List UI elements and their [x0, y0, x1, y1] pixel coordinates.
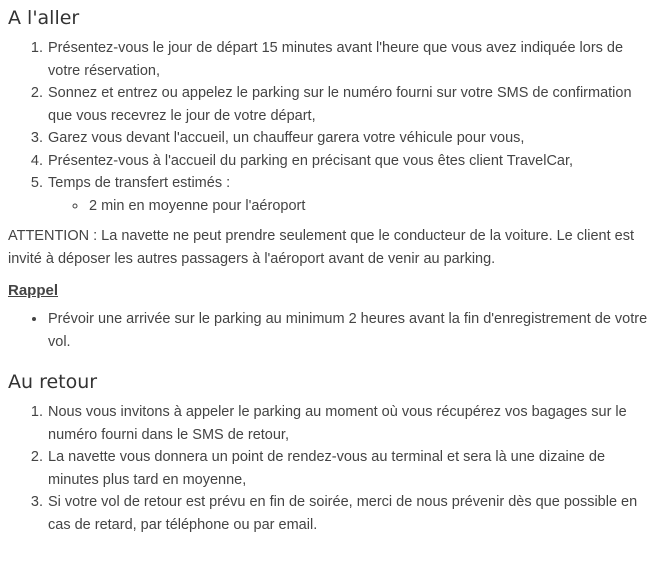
- aller-step: 1. Présentez-vous le jour de départ 15 minutes avant l'heure que vous avez indiquée lors de votre réservation,: [47, 37, 656, 82]
- page-content: [0, 5, 664, 536]
- attention-note: ATTENTION : La navette ne peut prendre seulement que le conducteur de la voiture. Le client est invité à déposer les autres passagers à l'aéroport avant de venir au parking.: [8, 228, 634, 267]
- rappel-list: [8, 308, 656, 353]
- aller-step-transfer-label: Temps de transfert estimés :: [48, 175, 231, 191]
- retour-steps-list: [8, 401, 656, 536]
- aller-step-transfer: [47, 172, 656, 217]
- retour-step: 1. Nous vous invitons à appeler le parking au moment où vous récupérez vos bagages sur le numéro fourni dans le SMS de retour,: [47, 401, 656, 446]
- aller-step: 3. Garez vous devant l'accueil, un chauffeur garera votre véhicule pour vous,: [47, 127, 656, 150]
- section-title-aller: A l'aller: [8, 7, 80, 29]
- transfer-times-list: [48, 195, 656, 218]
- rappel-heading: Rappel: [8, 282, 59, 299]
- section-title-retour: Au retour: [8, 371, 98, 393]
- transfer-time-item: ◦ 2 min en moyenne pour l'aéroport: [88, 195, 656, 218]
- retour-step: 3. Si votre vol de retour est prévu en fin de soirée, merci de nous prévenir dès que possible en cas de retard, par téléphone ou par email.: [47, 491, 656, 536]
- aller-step: 2. Sonnez et entrez ou appelez le parking sur le numéro fourni sur votre SMS de confirmation que vous recevrez le jour de votre départ,: [47, 82, 656, 127]
- aller-steps-list: [8, 37, 656, 217]
- aller-step: 4. Présentez-vous à l'accueil du parking en précisant que vous êtes client TravelCar,: [47, 150, 656, 173]
- retour-step: 2. La navette vous donnera un point de rendez-vous au terminal et sera là une dizaine de minutes plus tard en moyenne,: [47, 446, 656, 491]
- rappel-item: • Prévoir une arrivée sur le parking au minimum 2 heures avant la fin d'enregistrement de votre vol.: [47, 308, 656, 353]
